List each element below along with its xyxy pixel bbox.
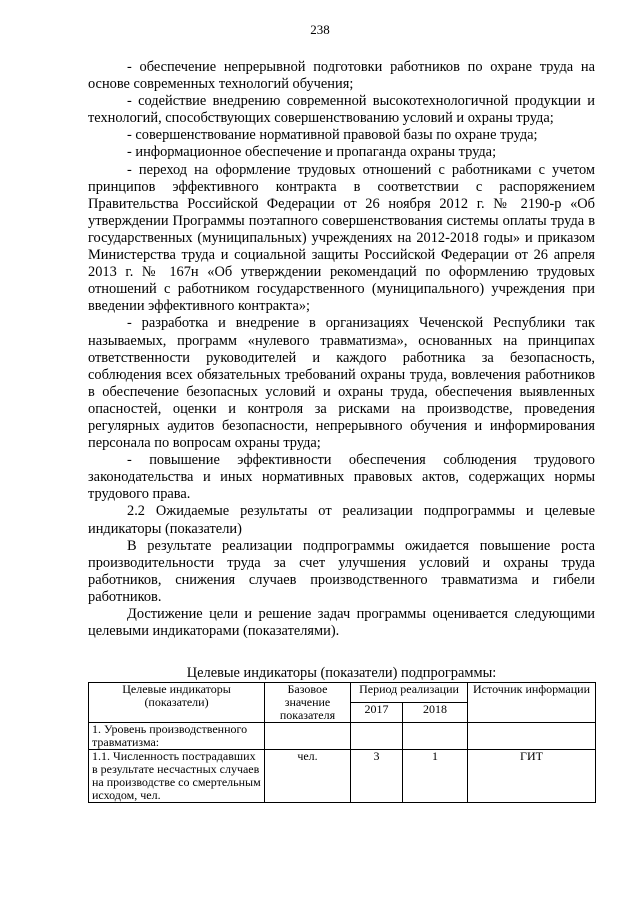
header-period: Период реализации: [351, 683, 468, 703]
cell-base: [265, 723, 351, 750]
paragraph-7: - повышение эффективности обеспечения соблюдения трудового законодательства и иных нормативных правовых актов, содержащих нормы трудового права.: [88, 452, 595, 503]
cell-2018: 1: [403, 750, 468, 803]
cell-indicator: 1.1. Численность пострадавших в результате несчастных случаев на производстве со смертельным исходом, чел.: [89, 750, 265, 803]
document-body: [88, 59, 595, 640]
paragraph-2: - содействие внедрению современной высокотехнологичной продукции и технологий, способствующих совершенствованию условий и охраны труда;: [88, 93, 595, 127]
table-row: [89, 723, 596, 750]
header-source: Источник информации: [468, 683, 596, 723]
indicators-table: [88, 682, 596, 803]
cell-source: [468, 723, 596, 750]
paragraph-3: - совершенствование нормативной правовой базы по охране труда;: [127, 127, 538, 144]
cell-2017: [351, 723, 403, 750]
table-header-row: [89, 683, 596, 703]
paragraph-4: - информационное обеспечение и пропаганда охраны труда;: [127, 144, 497, 161]
cell-2018: [403, 723, 468, 750]
header-year-2017: 2017: [351, 703, 403, 723]
page-number: 238: [310, 22, 330, 37]
section-heading: 2.2 Ожидаемые результаты от реализации подпрограммы и целевые индикаторы (показатели): [88, 503, 595, 537]
cell-base: чел.: [265, 750, 351, 803]
cell-2017: 3: [351, 750, 403, 803]
header-year-2018: 2018: [403, 703, 468, 723]
header-base-value: Базовое значение показателя: [265, 683, 351, 723]
paragraph-1: - обеспечение непрерывной подготовки работников по охране труда на основе современных технологий обучения;: [88, 59, 595, 93]
table-row: [89, 750, 596, 803]
paragraph-9: Достижение цели и решение задач программы оценивается следующими целевыми индикаторами (показателями).: [88, 606, 595, 640]
paragraph-6: - разработка и внедрение в организациях Чеченской Республики так называемых, программ «нулевого травматизма», основанных на принципах ответственности руководителей и каждого работника за безопасность, соблюдения всех обязательных требований охраны труда, вовлечения работников в обеспечение безопасных условий и охраны труда, обеспечения выявленных опасностей, оценки и контроля за рисками на производстве, проведения регулярных аудитов безопасности, непрерывного обучения и информирования персонала по вопросам охраны труда;: [88, 315, 595, 452]
paragraph-8: В результате реализации подпрограммы ожидается повышение роста производительности труда за счет улучшения условий и охраны труда работников, снижения случаев производственного травматизма и гибели работников.: [88, 537, 595, 605]
table-title: Целевые индикаторы (показатели) подпрограммы:: [186, 665, 497, 681]
paragraph-5: - переход на оформление трудовых отношений с работниками с учетом принципов эффективного контракта в соответствии с распоряжением Правительства Российской Федерации от 26 ноября 2012 г. № 2190-р «Об утверждении Программы поэтапного совершенствования системы оплаты труда в государственных (муниципальных) учреждениях на 2012-2018 годы» и приказом Министерства труда и социальной защиты Российской Федерации от 26 апреля 2013 г. № 167н «Об утверждении рекомендаций по оформлению трудовых отношений с работником государственного (муниципального) учреждения при введении эффективного контракта»;: [88, 161, 595, 315]
header-indicator: Целевые индикаторы (показатели): [89, 683, 265, 723]
cell-indicator: 1. Уровень производственного травматизма:: [89, 723, 265, 750]
cell-source: ГИТ: [468, 750, 596, 803]
